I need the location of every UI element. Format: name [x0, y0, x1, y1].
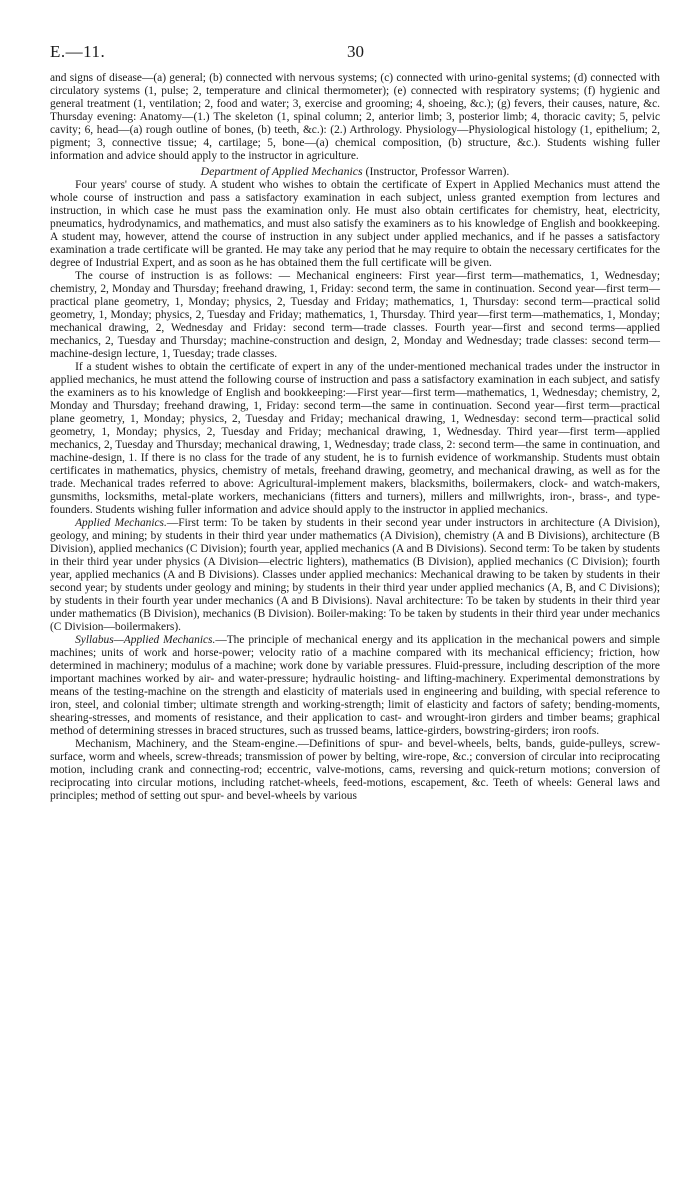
paragraph-lead-syllabus: Syllabus—Applied Mechanics. [75, 634, 216, 646]
paragraph-veterinary-syllabus: and signs of disease—(a) general; (b) connected with nervous systems; (c) connected with urino-genital systems; (d) connected with circulatory systems (1, pulse; 2, temperature and clinical thermometer); (e) connected with respiratory systems; (f) hygienic and general treatment (1, ventilation; 2, food and water; 3, exercise and grooming; 4, shoeing, &c.); (g) fevers, their causes, nature, &c. Thursday evening: Anatomy—(1.) The skeleton (1, spinal column; 2, anterior limb; 3, posterior limb; 4, thoracic cavity; 5, pelvic cavity; 6, head—(a) rough outline of bones, (b) teeth, &c.): (2.) Arthrology. Physiology—Physiological histology (1, epithelium; 2, pigment; 3, connective tissue; 4, cartilage; 5, bone—(a) chemical composition, (b) structure, &c.). Students wishing fuller information and advice should apply to the instructor in agriculture. [50, 72, 660, 162]
paragraph-lead-applied-mechanics: Applied Mechanics. [75, 517, 167, 529]
paragraph-mechanism: Mechanism, Machinery, and the Steam-engine.—Definitions of spur- and bevel-wheels, belts, bands, guide-pulleys, screw-surface, worm and wheels, screw-threads; transmission of power by belting, wire-rope, &c.; conversion of circular into reciprocating motion, including crank and connecting-rod; eccentric, valve-motions, cams, reversing and quick-return motions; conversion of reciprocating into circular motions, including ratchet-wheels, feed-motions, escapement, &c. Teeth of wheels: General laws and principles; method of setting out spur- and bevel-wheels by various [50, 738, 660, 802]
paragraph-syllabus [50, 634, 660, 738]
paragraph-trade-certificate: If a student wishes to obtain the certificate of expert in any of the under-mentioned mechanical trades under the instructor in applied mechanics, he must attend the following course of instruction and pass a satisfactory examination in each subject, and satisfy the examiners as to his knowledge of English and bookkeeping:—First year—first term—mathematics, 1, Wednesday; chemistry, 2, Monday and Thursday; freehand drawing, 1, Friday: second term—the same in continuation. Second year—first term—practical plane geometry, 1, Monday; physics, 2, Tuesday and Friday; mechanical drawing, 1, Wednesday: second term—practical solid geometry, 1, Monday; physics, 2, Tuesday and Friday; mechanical drawing, 1, Wednesday. Third year—first term—applied mechanics, 2, Tuesday and Thursday; mechanical drawing, 1, Wednesday; trade class, 2: second term—the same in continuation, and machine-design, 1. If there is no class for the trade of any student, he is to furnish evidence of workmanship. Students must obtain certificates in mathematics, physics, chemistry of metals, freehand drawing, geometry, and mechanical drawing, as well as for the trade. Mechanical trades referred to above: Agricultural-implement makers, blacksmiths, boilermakers, clock- and watch-makers, gunsmiths, locksmiths, metal-plate workers, mechanicians (fitters and turners), millers and millwrights, iron-, brass-, and type-founders. Students wishing fuller information and advice should apply to the instructor in applied mechanics. [50, 361, 660, 516]
running-header [50, 42, 660, 72]
paragraph-text-syllabus: —The principle of mechanical energy and its application in the mechanical powers and simple machines; units of work and horse-power; velocity ratio of a machine compared with its mechanical efficiency; friction, how determined in machinery; modulus of a machine; work done by variable pressures. Fluid-pressure, including description of the more important machines worked by air- and water-pressure; hydraulic hoisting- and lifting-machinery. Experimental demonstrations by means of the testing-machine on the strength and elasticity of materials used in engineering and building, with special reference to iron, steel, and colonial timber; ultimate strength and working-strength; limit of elasticity and factors of safety; bending-moments, shearing-stresses, and moments of resistance, and their application to cast- and wrought-iron girders and timber beams; graphical method of determining stresses in braced structures, such as trussed beams, lattice-girders, bowstring-girders; iron roofs. [50, 634, 660, 737]
paragraph-text-applied-mechanics: —First term: To be taken by students in their second year under instructors in architecture (A Division), geology, and mining; by students in their third year under mathematics (A Division), chemistry (A and B Divisions), architecture (B Division), applied mechanics (C Division); fourth year, applied mechanics (A and B Divisions). Second term: To be taken by students in their third year under physics (A Division—electric lighters), mathematics (B Division), applied mechanics (C Division); fourth year, applied mechanics (A and B Divisions). Classes under applied mechanics: Mechanical drawing to be taken by students in their second year; by students under geology and mining; by students in their third year under applied mechanics (A, B, and C Divisions); by students in their fourth year under mechanics (A and B Divisions). Naval architecture: To be taken by students in their third year under mathematics (B Division), mechanics (B Division). Boiler-making: To be taken by students in their third year under mechanics (C Division—boilermakers). [50, 517, 661, 633]
paragraph-course-overview: Four years' course of study. A student who wishes to obtain the certificate of Expert in Applied Mechanics must attend the whole course of instruction and pass a satisfactory examination in each subject, unless granted exemption from lectures and instruction, in which case he must pass the examination only. He must also obtain certificates for chemistry, heat, electricity, pneumatics, hydrodynamics, and mathematics, and must also satisfy the examiners as to his knowledge of English and bookkeeping. A student may, however, attend the course of instruction in any subject under applied mechanics, and if he passes a satisfactory examination a trade certificate will be granted. He may take any period that he may require to obtain the necessary certificates for the degree of Industrial Expert, and as soon as he has obtained them the full certificate will be given. [50, 179, 660, 269]
document-reference: E.—11. [50, 42, 106, 61]
section-heading [50, 165, 660, 178]
section-heading-instructor: (Instructor, Professor Warren). [362, 164, 510, 178]
section-heading-title: Department of Applied Mechanics [200, 164, 363, 178]
paragraph-applied-mechanics [50, 517, 660, 634]
document-body [50, 72, 660, 803]
document-page [50, 42, 660, 803]
paragraph-course-of-instruction: The course of instruction is as follows: — Mechanical engineers: First year—first term—mathematics, 1, Wednesday; chemistry, 2, Monday and Thursday; freehand drawing, 1, Friday: second term, the same in continuation. Second year—first term—practical plane geometry, 1, Monday; physics, 2, Tuesday and Friday; mathematics, 1, Thursday: second term—practical solid geometry, 1, Monday; physics, 2, Tuesday and Friday; mathematics, 1, Thursday. Third year—first term—mathematics, 1, Monday; mechanical drawing, 2, Wednesday and Friday: second term—trade classes. Fourth year—first and second terms—applied mechanics, 2, Tuesday and Thursday; machine-construction and design, 2, Monday and Wednesday; trade classes: second term—machine-design lecture, 1, Tuesday; trade classes. [50, 270, 660, 360]
page-number: 30 [347, 42, 364, 61]
